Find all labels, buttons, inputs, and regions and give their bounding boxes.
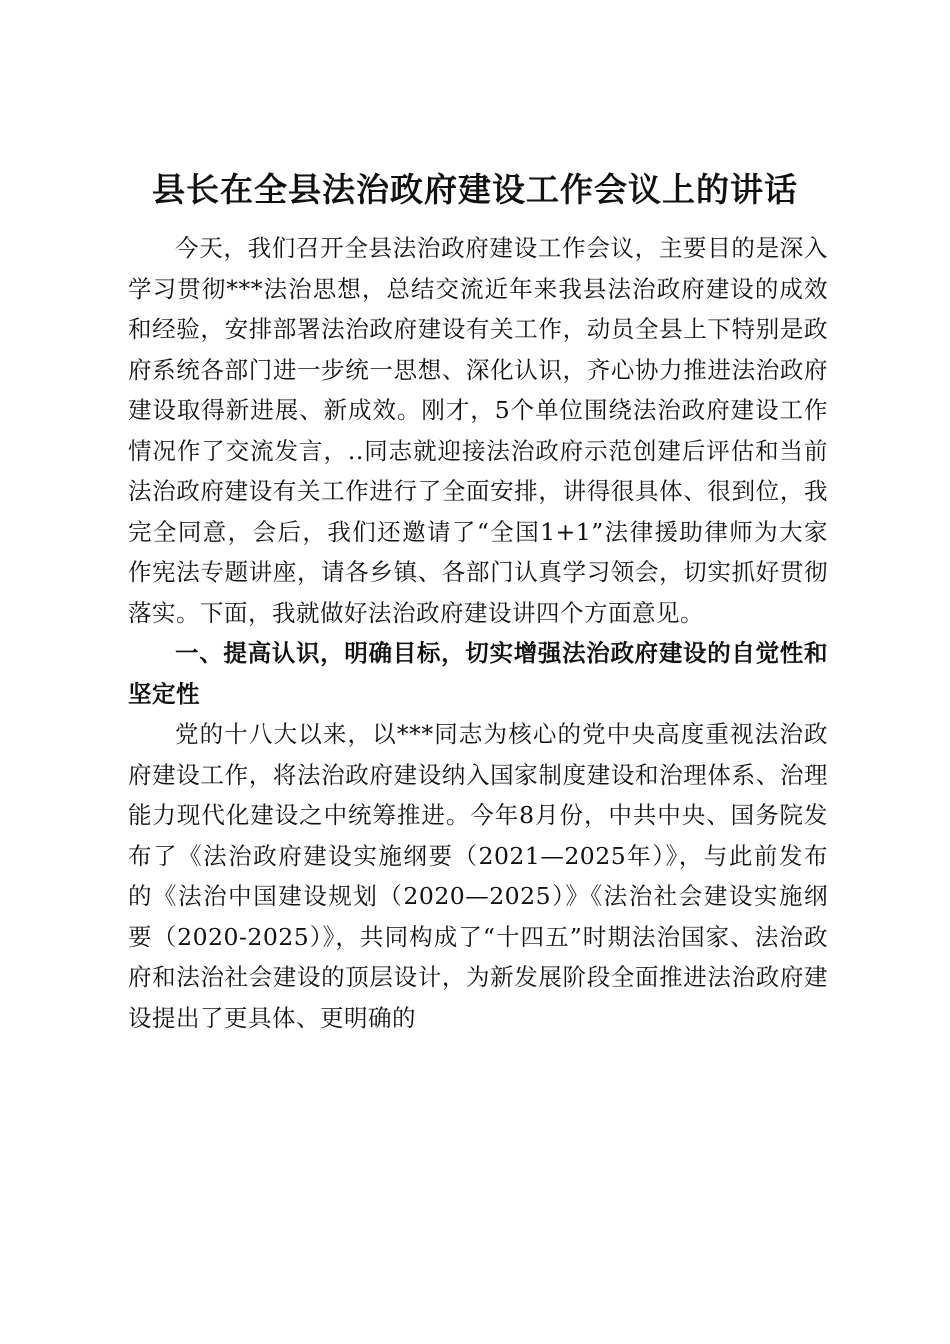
document-body	[128, 228, 828, 1038]
intro-paragraph: 今天，我们召开全县法治政府建设工作会议，主要目的是深入学习贯彻***法治思想，总结交流近年来我县法治政府建设的成效和经验，安排部署法治政府建设有关工作，动员全县上下特别是政府系统各部门进一步统一思想、深化认识，齐心协力推进法治政府建设取得新进展、新成效。刚才，5个单位围绕法治政府建设工作情况作了交流发言，..同志就迎接法治政府示范创建后评估和当前法治政府建设有关工作进行了全面安排，讲得很具体、很到位，我完全同意，会后，我们还邀请了“全国1+1”法律援助律师为大家作宪法专题讲座，请各乡镇、各部门认真学习领会，切实抓好贯彻落实。下面，我就做好法治政府建设讲四个方面意见。	[128, 234, 828, 627]
section-heading: 一、提高认识，明确目标，切实增强法治政府建设的自觉性和坚定性	[128, 639, 828, 708]
document-title: 县长在全县法治政府建设工作会议上的讲话	[152, 170, 798, 209]
section-paragraph: 党的十八大以来，以***同志为核心的党中央高度重视法治政府建设工作，将法治政府建设纳入国家制度建设和治理体系、治理能力现代化建设之中统筹推进。今年8月份，中共中央、国务院发布了《法治政府建设实施纲要（2021—2025年）》，与此前发布的《法治中国建设规划（2020—2025）》《法治社会建设实施纲要（2020-2025）》，共同构成了“十四五”时期法治国家、法治政府和法治社会建设的顶层设计，为新发展阶段全面推进法治政府建设提出了更具体、更明确的	[128, 720, 828, 1032]
